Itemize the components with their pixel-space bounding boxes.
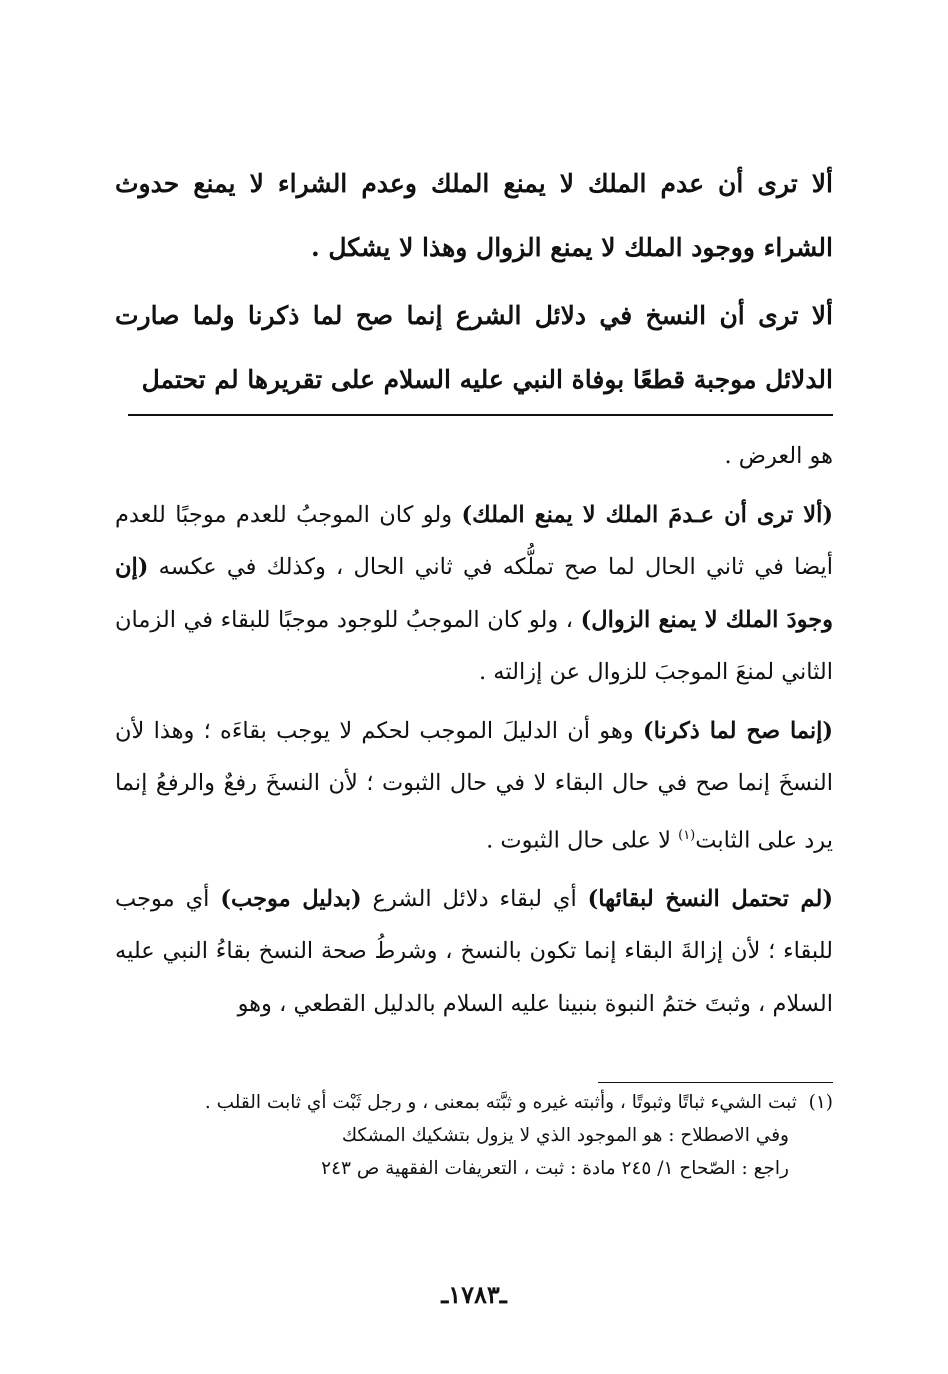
- commentary-text: أي لبقاء دلائل الشرع: [361, 885, 588, 912]
- commentary-text: ولو كان الموجبُ للعدم موجبًا للعدم أيضا في ثاني الحال لما صح تملُّكه في ثاني الحال ، وكذلك في عكسه: [115, 501, 833, 580]
- quoted-phrase: (لم تحتمل النسخ لبقائها): [587, 885, 834, 912]
- quoted-phrase: (ألا ترى أن عـدمَ الملك لا يمنع الملك): [461, 501, 833, 528]
- footnote-reference: (١): [678, 827, 696, 843]
- footnote-1-line-3: راجع : الصّحاح ١/ ٢٤٥ مادة : ثبت ، التعريفات الفقهية ص ٢٤٣: [321, 1158, 789, 1179]
- commentary-text: لا على حال الثبوت .: [486, 827, 679, 853]
- main-text-paragraph-2: ألا ترى أن النسخ في دلائل الشرع إنما صح لما ذكرنا ولما صارت الدلائل موجبة قطعًا بوفاة النبي عليه السلام على تقريرها لم تحتمل: [115, 301, 833, 394]
- commentary-text: أي موجب للبقاء ؛ لأن إزالةَ البقاء إنما تكون بالنسخ ، وشرطُ صحة النسخ بقاءُ النبي عليه السلام ، وثبتَ ختمُ النبوة بنبينا عليه السلام بالدليل القطعي ، وهو: [115, 885, 833, 1017]
- footnote-1-line-2: وفي الاصطلاح : هو الموجود الذي لا يزول بتشكيك المشكك: [341, 1125, 789, 1146]
- footnote-divider: [598, 1082, 833, 1083]
- footnote-marker: (١): [808, 1092, 833, 1113]
- quoted-phrase: (إنما صح لما ذكرنا): [642, 717, 834, 744]
- commentary-paragraph-3: [115, 705, 833, 867]
- main-text-paragraph-1: ألا ترى أن عدم الملك لا يمنع الملك وعدم الشراء لا يمنع حدوث الشراء ووجود الملك لا يمنع الزوال وهذا لا يشكل .: [115, 169, 833, 262]
- commentary-paragraph-4: [115, 873, 833, 1031]
- quoted-phrase: (بدليل موجب): [220, 885, 362, 912]
- page-number: ـ١٧٨٣ـ: [441, 1280, 507, 1309]
- footnote-text: ثبت الشيء ثباتًا وثبوتًا ، وأثبته غيره و ثبَّته بمعنى ، و رجل ثَبْت أي ثابت القلب .: [204, 1092, 797, 1113]
- footnotes: [115, 1086, 833, 1185]
- main-text: [115, 152, 833, 412]
- commentary-text: ، ولو كان الموجبُ للوجود موجبًا للبقاء في الزمان الثاني لمنعَ الموجبَ للزوال عن إزالته .: [115, 606, 833, 685]
- text-divider: [128, 414, 833, 416]
- commentary-paragraph-1: هو العرض .: [724, 443, 833, 469]
- quoted-phrase: (إن وجودَ الملك لا يمنع الزوال): [115, 554, 833, 633]
- commentary-paragraph-2: [115, 489, 833, 699]
- footnote-1-line-1: [115, 1086, 833, 1119]
- commentary: [115, 430, 833, 1030]
- commentary-text: وهو أن الدليلَ الموجب لحكم لا يوجب بقاءَه ؛ وهذا لأن النسخَ إنما صح في حال البقاء لا في حال الثبوت ؛ لأن النسخَ رفعٌ والرفعُ إنما يرد على الثابت: [115, 717, 833, 853]
